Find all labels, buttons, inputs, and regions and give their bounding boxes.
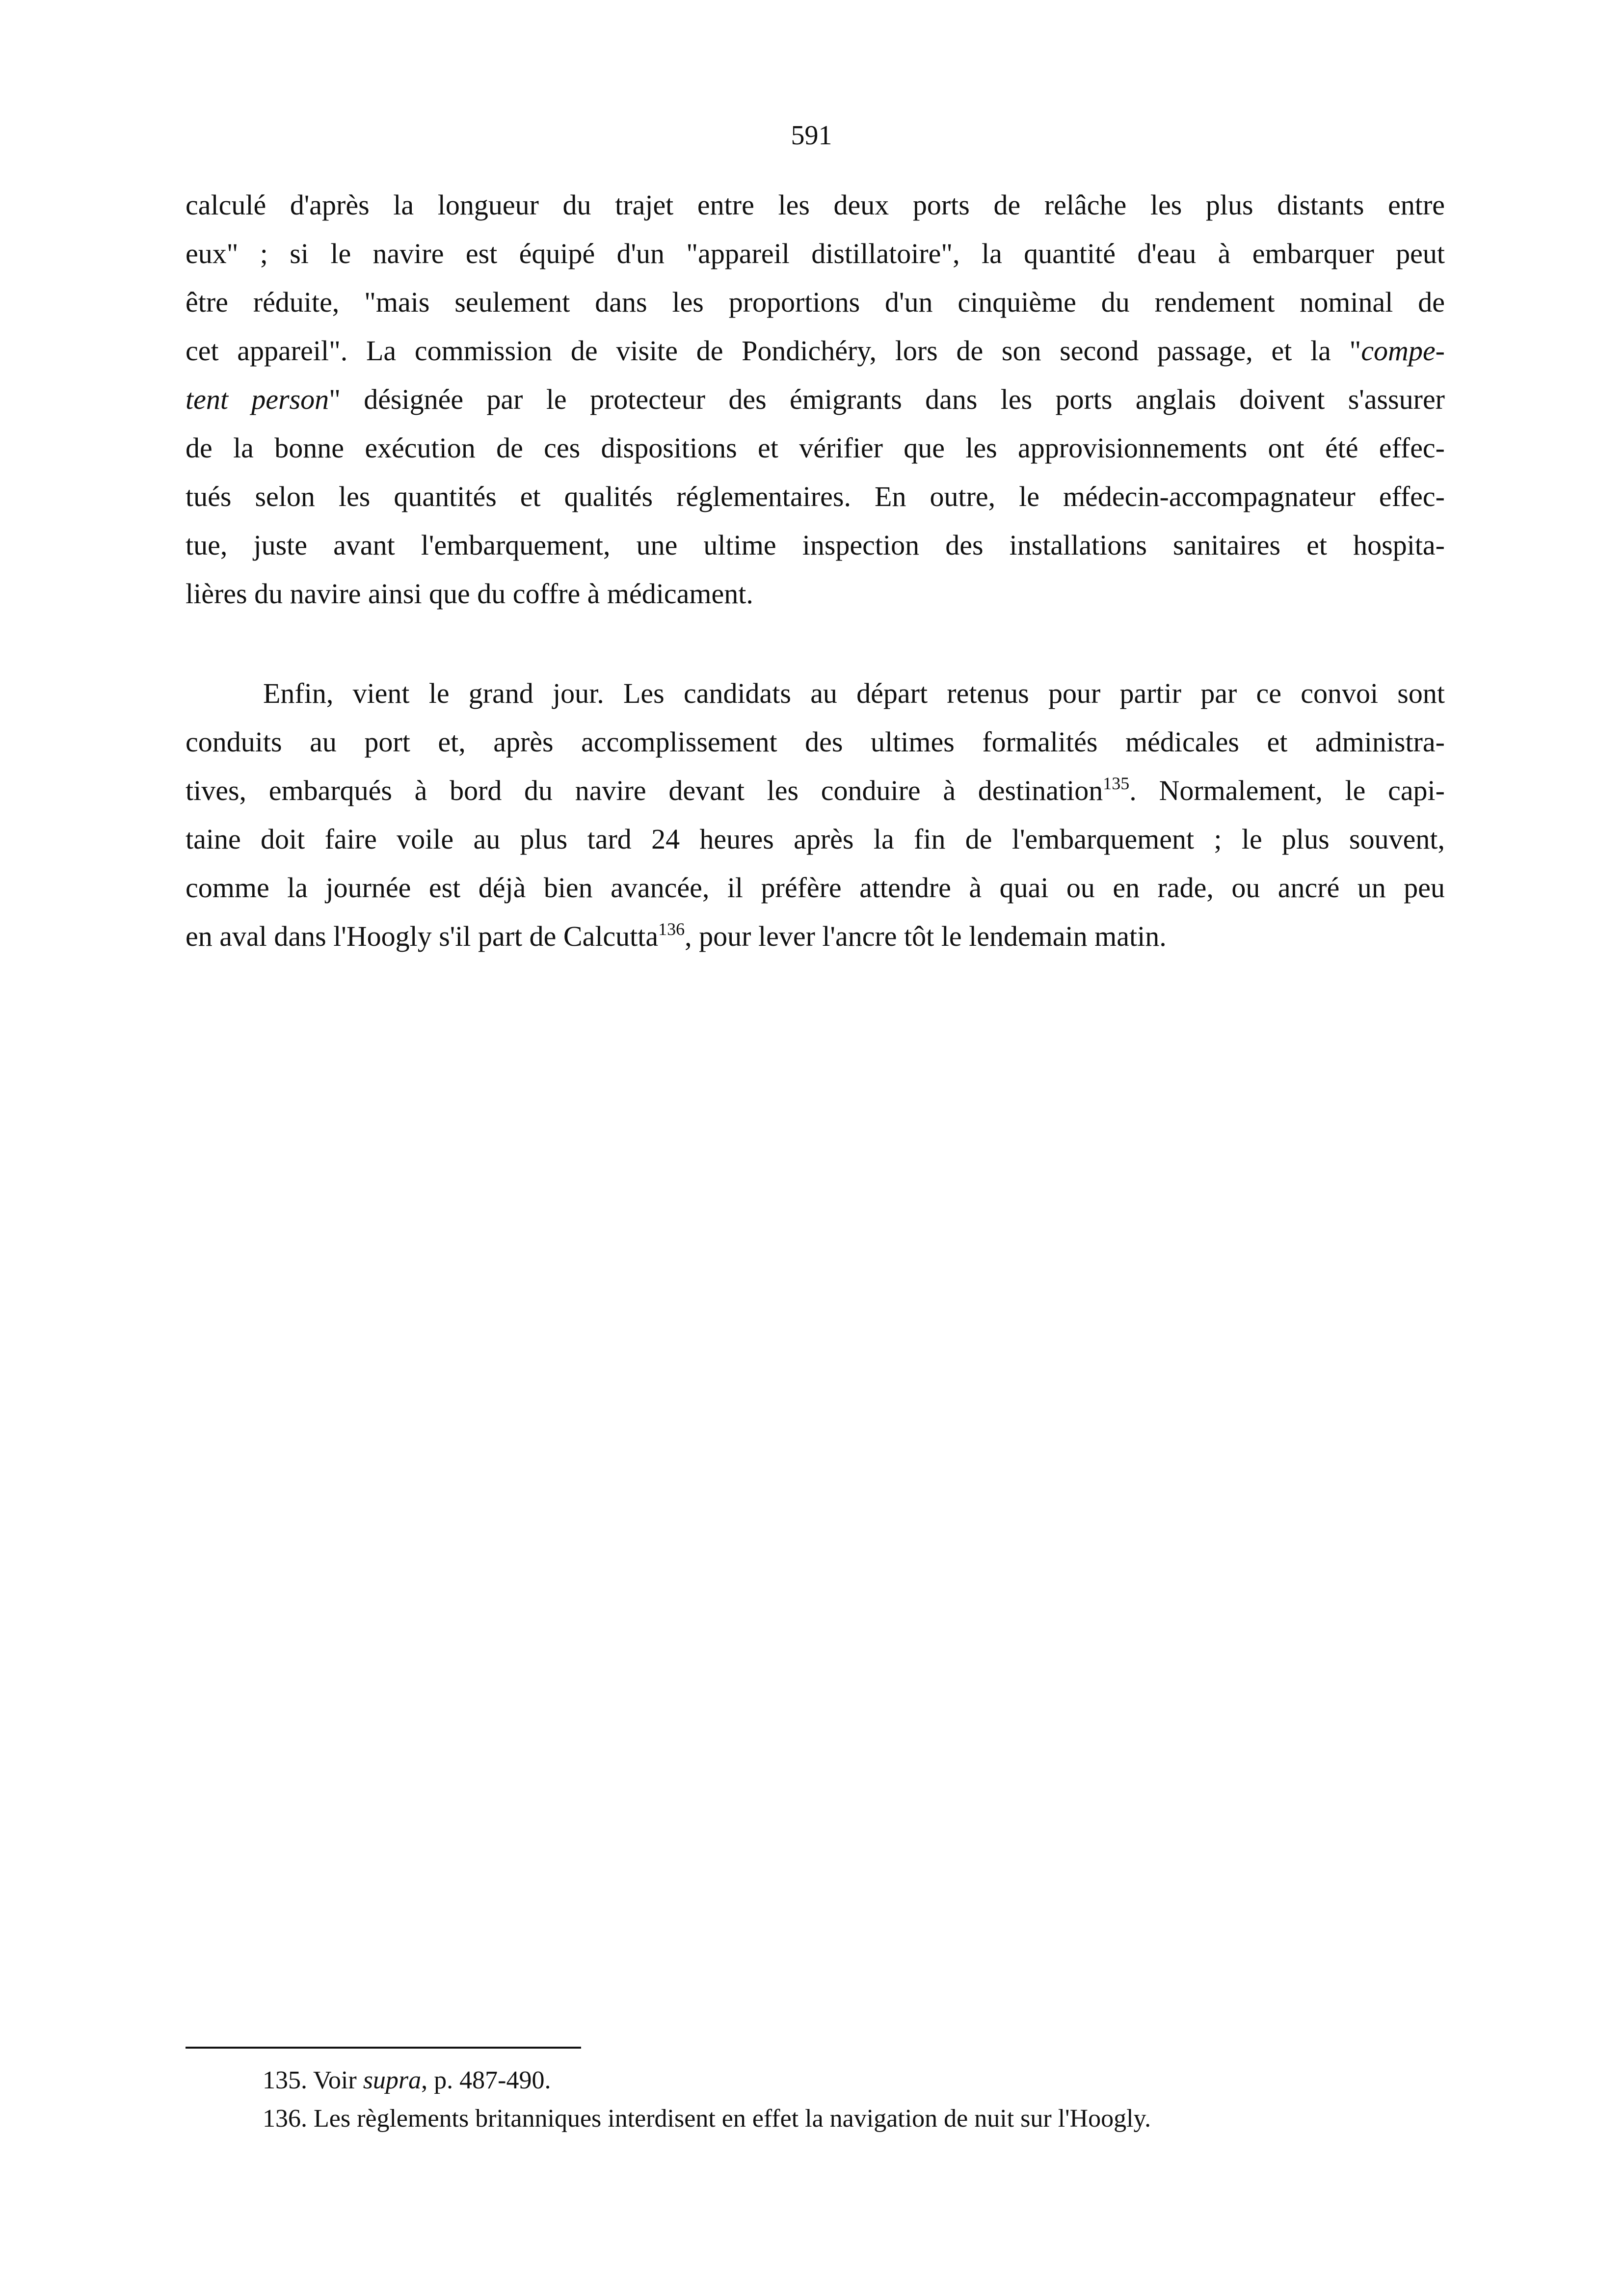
italic-text: supra (363, 2066, 422, 2094)
paragraph-line: comme la journée est déjà bien avancée, il préfère attendre à quai ou en rade, ou ancré un peu (186, 872, 1445, 904)
footnote-reference-136[interactable]: 136 (658, 919, 685, 939)
paragraph-line (186, 375, 1445, 424)
paragraph-line: Enfin, vient le grand jour. Les candidats au départ retenus pour partir par ce convoi sont (263, 677, 1445, 709)
footnotes (263, 2061, 1151, 2138)
footnote-number: 136. (263, 2105, 307, 2133)
footnote-text: Les règlements britanniques interdisent en effet la navigation de nuit sur l'Hoogly. (307, 2105, 1151, 2133)
paragraph-line: être réduite, "mais seulement dans les proportions d'un cinquième du rendement nominal de (186, 286, 1445, 318)
paragraph-line: taine doit faire voile au plus tard 24 heures après la fin de l'embarquement ; le plus souvent, (186, 823, 1445, 855)
italic-text: tent person (186, 383, 329, 415)
footnote-136 (263, 2100, 1151, 2138)
text-run: , pour lever l'ancre tôt le lendemain matin. (685, 920, 1167, 952)
paragraph-line: lières du navire ainsi que du coffre à médicament. (186, 578, 753, 610)
paragraph-line: calculé d'après la longueur du trajet entre les deux ports de relâche les plus distants entre (186, 189, 1445, 221)
paragraph-line: tue, juste avant l'embarquement, une ultime inspection des installations sanitaires et hospita- (186, 529, 1445, 561)
text-run: . Normalement, le capi- (1129, 774, 1445, 806)
paragraph-line: tués selon les quantités et qualités réglementaires. En outre, le médecin-accompagnateur effec- (186, 481, 1445, 512)
footnote-reference-135[interactable]: 135 (1103, 774, 1130, 793)
text-run: tives, embarqués à bord du navire devant les conduire à destination (186, 774, 1103, 806)
footnote-text: Voir (307, 2066, 363, 2094)
text-run: en aval dans l'Hoogly s'il part de Calcutta (186, 920, 659, 952)
paragraph-1 (186, 181, 1445, 618)
footnote-text: , p. 487-490. (421, 2066, 551, 2094)
italic-text: compe- (1361, 335, 1445, 367)
text-run: cet appareil". La commission de visite de Pondichéry, lors de son second passage, et la " (186, 335, 1361, 367)
text-run: " désignée par le protecteur des émigrants dans les ports anglais doivent s'assurer (329, 383, 1445, 415)
footnote-separator (186, 2047, 581, 2049)
paragraph-line (186, 766, 1445, 815)
paragraph-line (186, 912, 1445, 961)
paragraph-line: conduits au port et, après accomplissement des ultimes formalités médicales et administra- (186, 726, 1445, 758)
paragraph-line: eux" ; si le navire est équipé d'un "appareil distillatoire", la quantité d'eau à embarquer peut (186, 238, 1445, 269)
paragraph-2 (186, 669, 1445, 961)
page-number: 591 (791, 120, 832, 151)
footnote-135 (263, 2061, 1151, 2100)
paragraph-line: de la bonne exécution de ces dispositions et vérifier que les approvisionnements ont été effec- (186, 432, 1445, 464)
paragraph-line (186, 326, 1445, 375)
footnote-number: 135. (263, 2066, 307, 2094)
